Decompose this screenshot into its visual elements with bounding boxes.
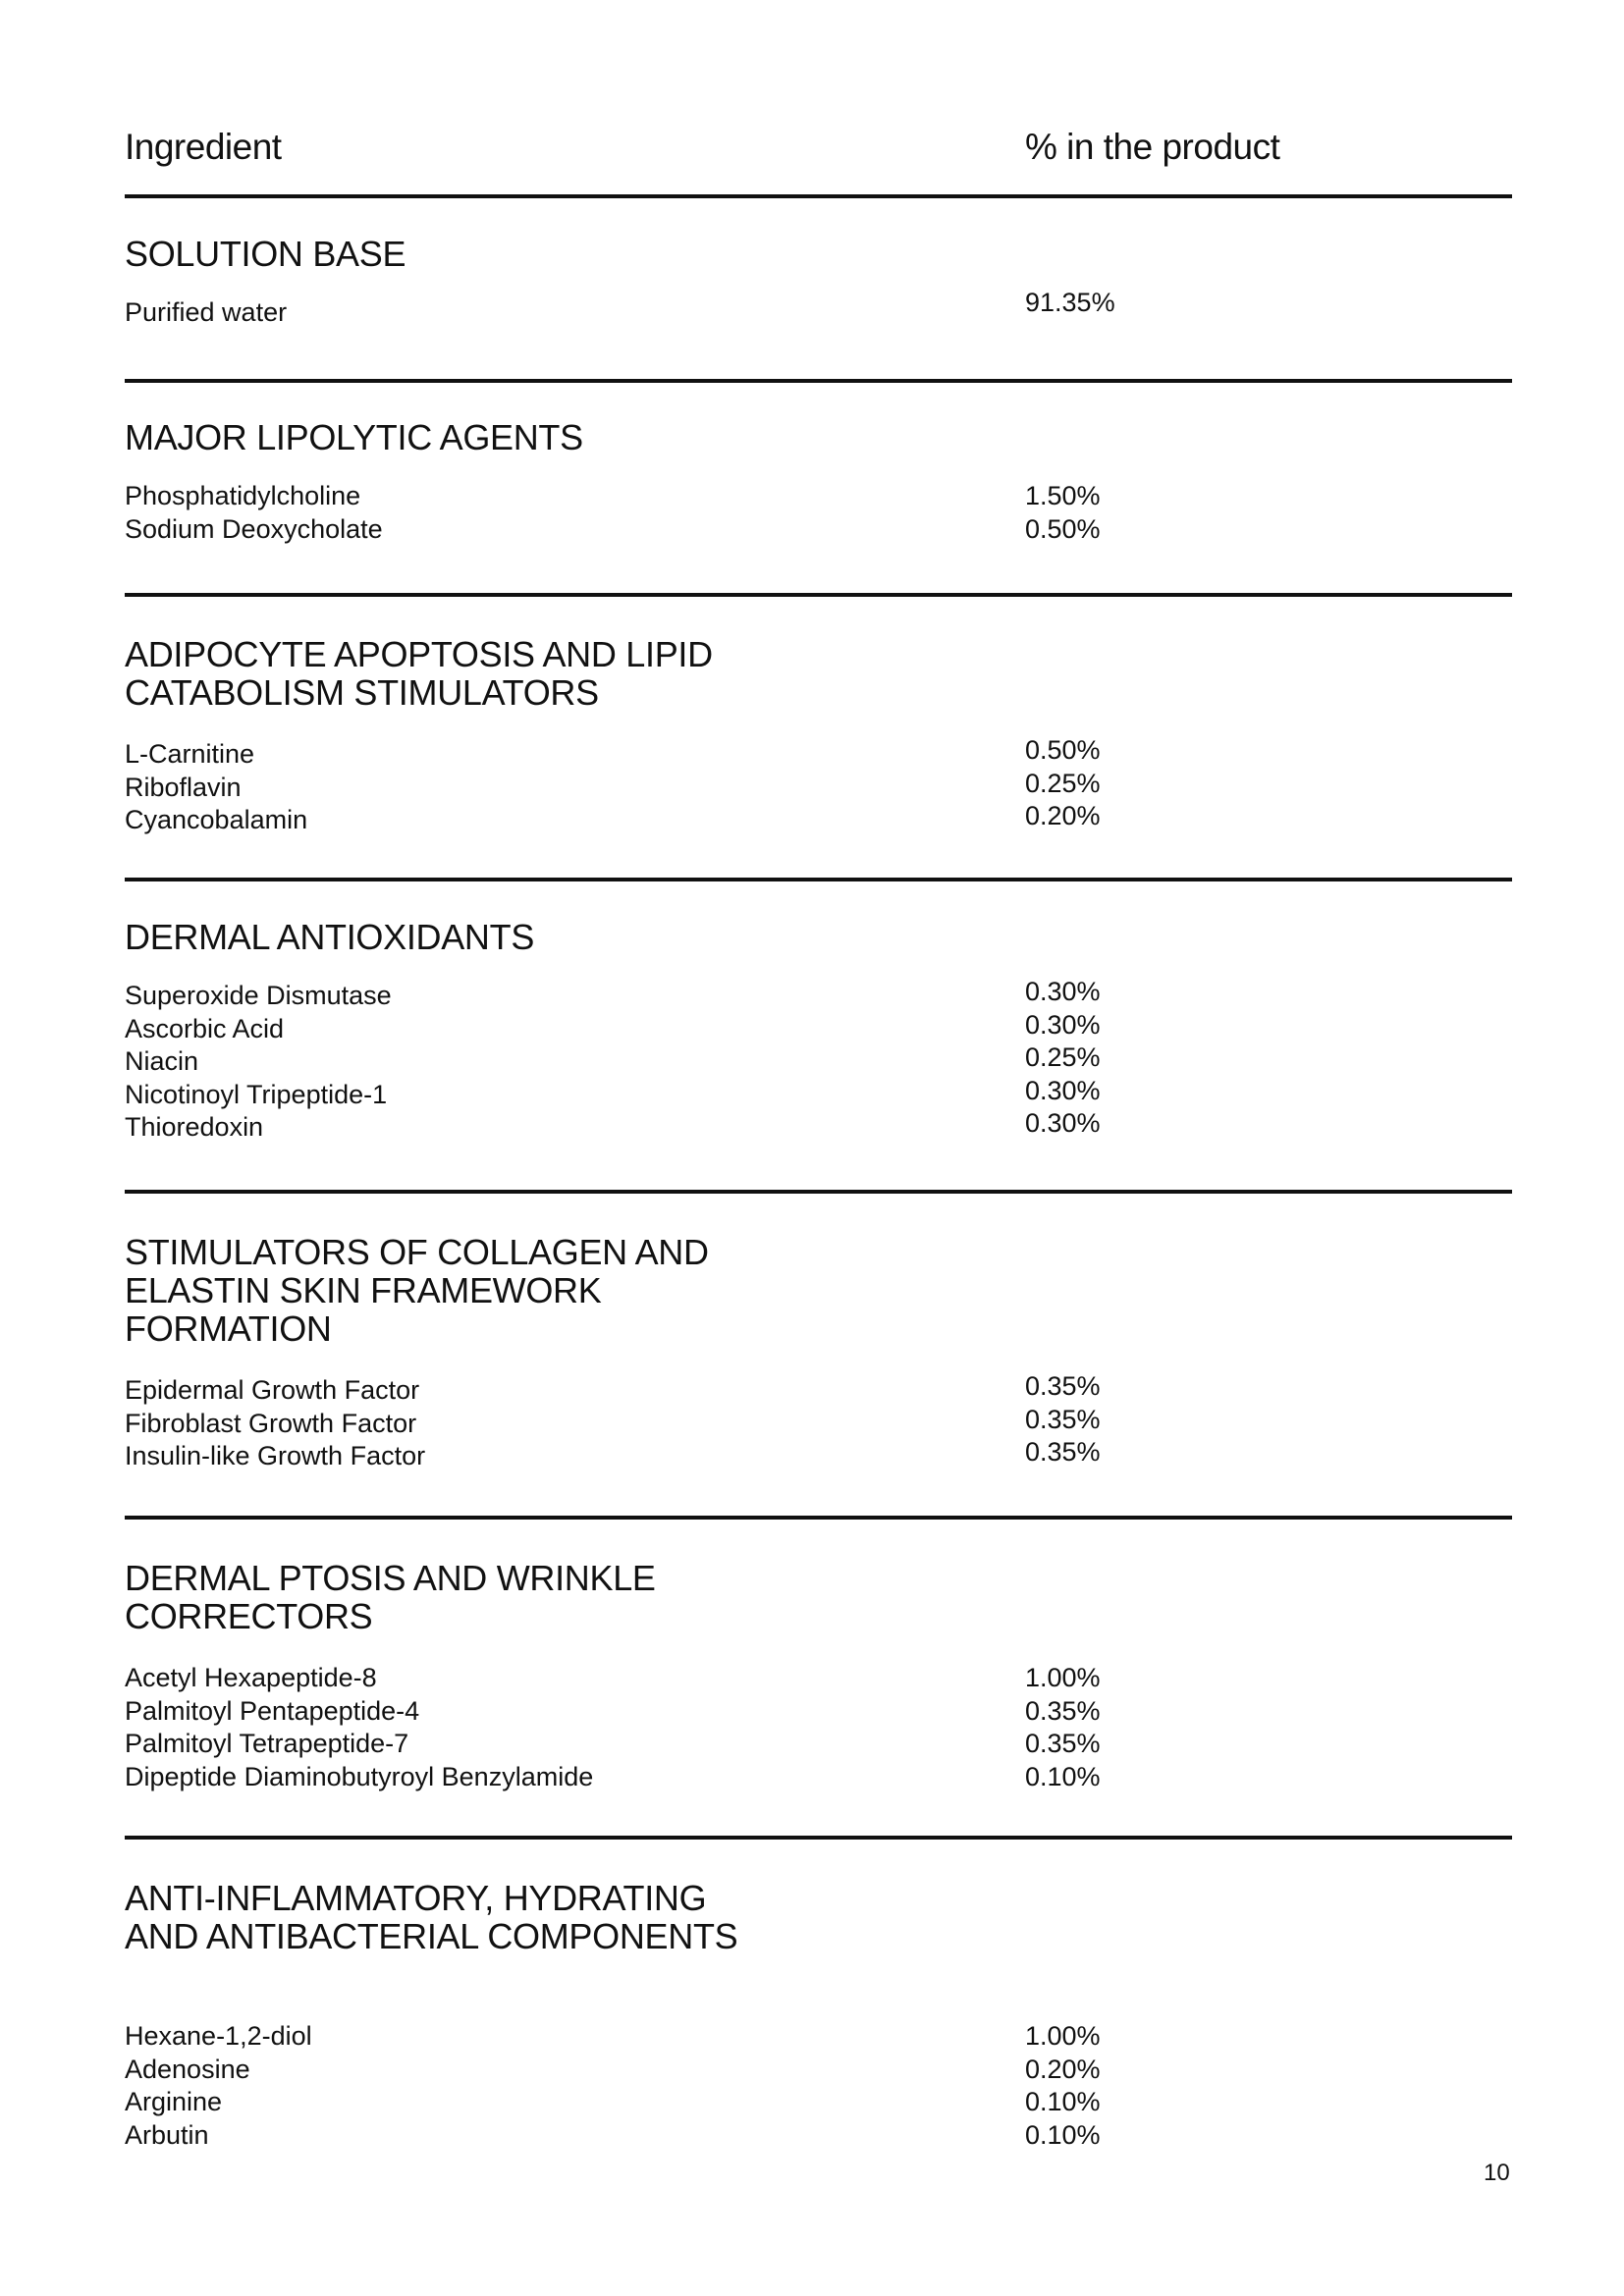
section-title: DERMAL PTOSIS AND WRINKLE CORRECTORS [125,1558,656,1636]
ingredient-percent: 91.35% [1025,288,1115,317]
ingredient-name: Ascorbic Acid [125,1013,285,1043]
ingredient-name: Riboflavin [125,772,242,802]
table-row [125,1371,1512,1408]
section-ptosis-wrinkle-correctors [125,1520,1512,1840]
ingredient-list [125,1662,1512,1793]
table-header [125,126,1512,198]
ingredient-name: Phosphatidylcholine [125,481,361,510]
ingredient-name: Fibroblast Growth Factor [125,1408,417,1438]
table-row [125,2119,1512,2153]
section-title: DERMAL ANTIOXIDANTS [125,917,535,957]
table-row [125,1728,1512,1761]
ingredient-percent: 0.25% [1025,768,1101,798]
ingredient-name: Acetyl Hexapeptide-8 [125,1663,377,1692]
ingredient-name: Purified water [125,297,288,327]
ingredient-percent: 0.35% [1025,1695,1101,1726]
table-row [125,768,1512,805]
ingredient-percent: 0.30% [1025,1108,1101,1139]
ingredient-list [125,2020,1512,2152]
ingredient-percent: 0.10% [1025,2087,1101,2117]
table-row [125,1075,1512,1112]
table-row [125,480,1512,513]
ingredient-list [125,735,1512,837]
section-adipocyte-apoptosis [125,597,1512,881]
table-row [125,513,1512,547]
ingredient-percent: 0.20% [1025,801,1101,831]
section-dermal-antioxidants [125,881,1512,1194]
document-page [125,0,1512,2296]
ingredient-name: Arbutin [125,2119,209,2150]
table-row [125,1437,1512,1473]
section-title: STIMULATORS OF COLLAGEN AND ELASTIN SKIN FRAMEWORK FORMATION [125,1232,709,1349]
ingredient-name: Arginine [125,2087,223,2117]
percent-column-header: % in the product [1025,127,1280,167]
ingredient-percent: 0.20% [1025,2054,1101,2084]
section-title: ADIPOCYTE APOPTOSIS AND LIPID CATABOLISM STIMULATORS [125,634,713,713]
ingredient-percent: 0.35% [1025,1729,1101,1759]
ingredient-percent: 0.35% [1025,1437,1101,1468]
ingredient-column-header: Ingredient [125,127,282,167]
ingredient-name: Epidermal Growth Factor [125,1375,420,1405]
ingredient-name: Insulin-like Growth Factor [125,1441,426,1471]
table-row [125,1042,1512,1079]
ingredient-percent: 0.30% [1025,977,1101,1006]
ingredient-name: Adenosine [125,2054,250,2084]
section-collagen-stimulators [125,1194,1512,1520]
ingredient-percent: 0.50% [1025,513,1101,544]
section-anti-inflammatory [125,1840,1512,2154]
ingredient-percent: 0.25% [1025,1042,1101,1073]
ingredient-name: Thioredoxin [125,1112,264,1143]
ingredient-percent: 1.00% [1025,2021,1101,2051]
table-row [125,2086,1512,2119]
ingredient-percent: 0.50% [1025,735,1101,765]
ingredient-list [125,288,1512,330]
ingredient-percent: 1.00% [1025,1663,1101,1692]
ingredient-name: Palmitoyl Tetrapeptide-7 [125,1729,409,1759]
section-solution-base [125,198,1512,383]
ingredient-percent: 0.30% [1025,1075,1101,1105]
ingredient-percent: 0.35% [1025,1404,1101,1434]
ingredient-name: Niacin [125,1046,199,1077]
ingredient-percent: 0.35% [1025,1371,1101,1401]
ingredient-percent: 0.10% [1025,1761,1101,1791]
table-row [125,801,1512,837]
ingredient-name: Cyancobalamin [125,805,308,835]
table-row [125,1761,1512,1794]
table-row [125,735,1512,772]
table-row [125,2054,1512,2087]
ingredient-name: Dipeptide Diaminobutyroyl Benzylamide [125,1761,594,1791]
section-title: ANTI-INFLAMMATORY, HYDRATING AND ANTIBACTERIAL COMPONENTS [125,1878,738,1956]
ingredient-list [125,480,1512,546]
table-row [125,288,1512,330]
ingredient-percent: 0.30% [1025,1009,1101,1040]
table-row [125,1662,1512,1695]
table-row [125,977,1512,1013]
ingredient-name: Nicotinoyl Tripeptide-1 [125,1079,388,1109]
section-title: SOLUTION BASE [125,234,406,274]
page-number: 10 [1484,2160,1510,2186]
section-major-lipolytic-agents [125,383,1512,597]
ingredient-list [125,1371,1512,1473]
ingredient-name: Superoxide Dismutase [125,981,392,1010]
table-row [125,2020,1512,2054]
ingredient-list [125,977,1512,1145]
ingredient-name: Sodium Deoxycholate [125,513,383,544]
table-row [125,1404,1512,1441]
table-row [125,1695,1512,1729]
ingredient-percent: 1.50% [1025,481,1101,510]
section-title: MAJOR LIPOLYTIC AGENTS [125,417,583,457]
ingredient-name: Hexane-1,2-diol [125,2021,312,2051]
ingredient-name: L-Carnitine [125,739,255,769]
table-row [125,1009,1512,1046]
table-row [125,1108,1512,1145]
ingredient-percent: 0.10% [1025,2119,1101,2150]
ingredient-name: Palmitoyl Pentapeptide-4 [125,1695,420,1726]
